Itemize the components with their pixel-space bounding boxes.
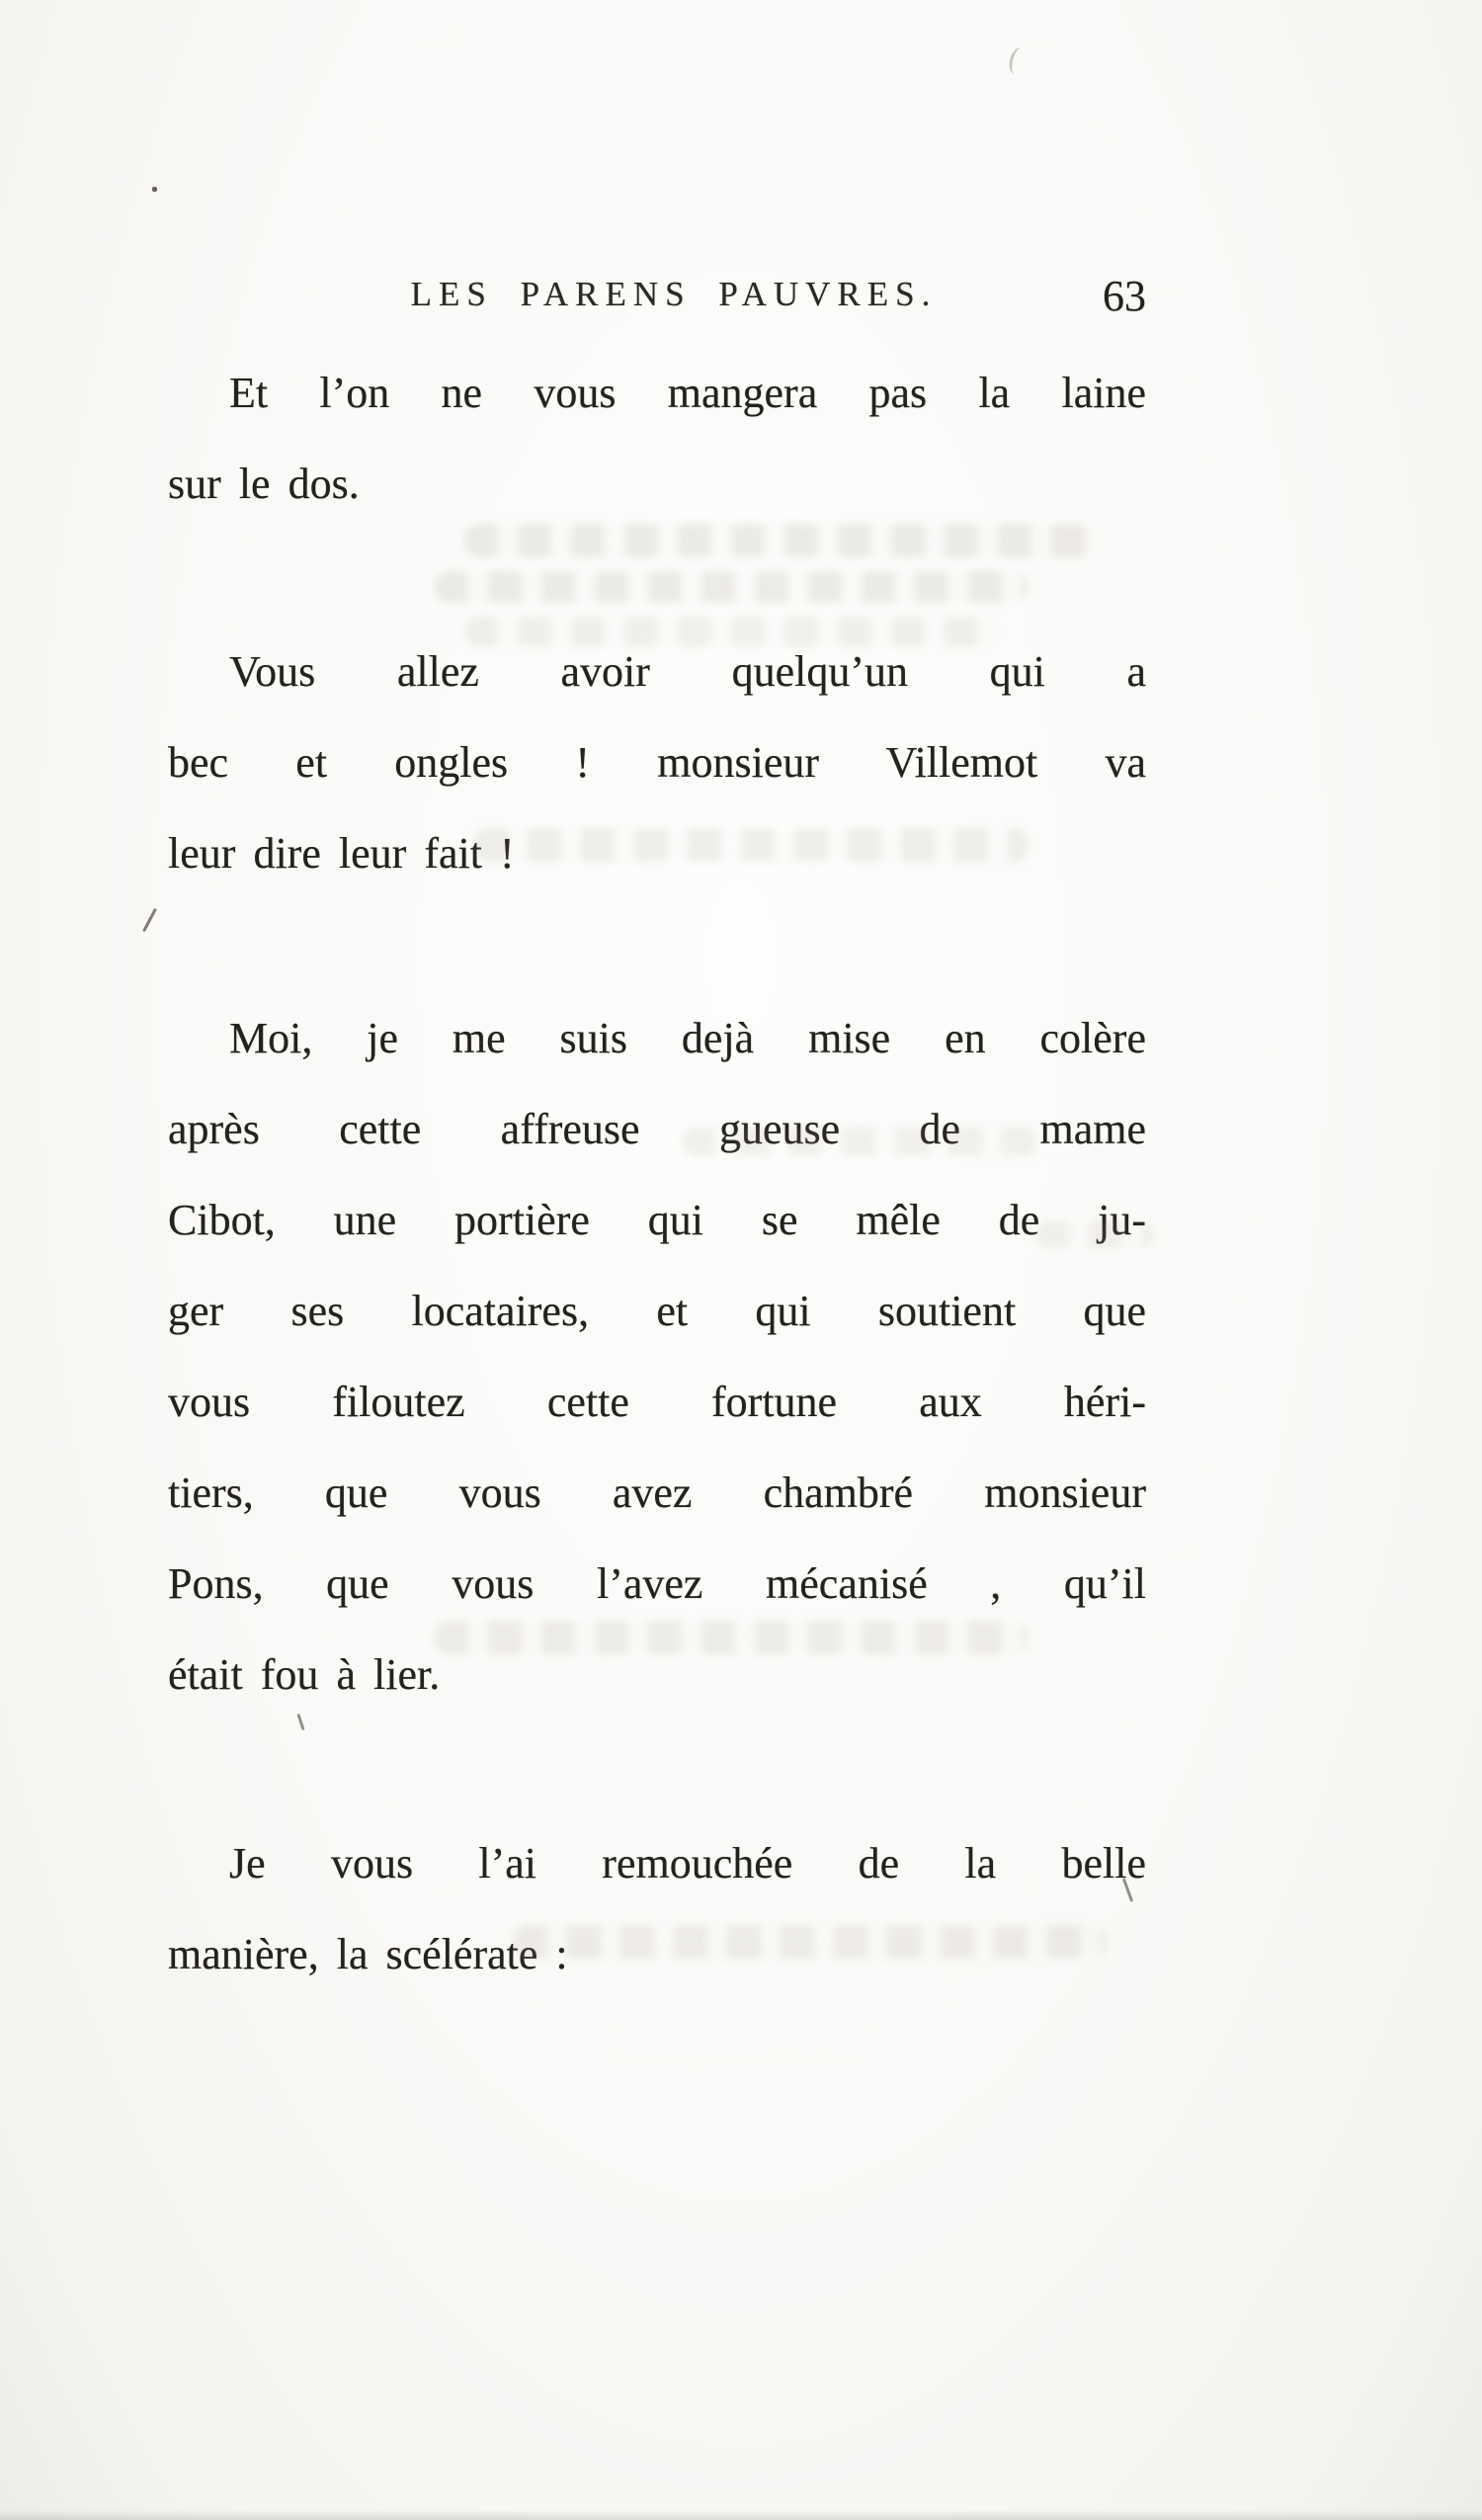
faint-curve-mark [1007, 45, 1029, 76]
text-line: ger ses locataires, et qui soutient que [168, 1287, 1146, 1335]
paragraph [168, 348, 1146, 530]
page-number: 63 [1103, 272, 1146, 320]
text-line: Cibot, une portière qui se mêle de ju- [168, 1196, 1146, 1244]
bleed-through-smudge [435, 1621, 1028, 1654]
text-line: leur dire leur fait ! [168, 829, 515, 878]
text-line: Pons, que vous l’avez mécanisé , qu’il [168, 1559, 1146, 1608]
bleed-through-smudge [474, 828, 1028, 862]
text-line: après cette affreuse gueuse de mame [168, 1105, 1146, 1153]
text-line: tiers, que vous avez chambré monsieur [168, 1469, 1146, 1517]
text-line: sur le dos. [168, 460, 360, 508]
text-line: vous filoutez cette fortune aux héri- [168, 1378, 1146, 1426]
text-line: était fou à lier. [168, 1650, 441, 1699]
bleed-through-smudge [435, 571, 1028, 603]
text-line: bec et ongles ! monsieur Villemot va [168, 738, 1146, 787]
page-edge-shadow [0, 2510, 1482, 2520]
paragraph [168, 993, 1146, 1721]
bleed-through-smudge [514, 1925, 1107, 1959]
paragraph [168, 1818, 1146, 2000]
bleed-through-smudge [464, 524, 1097, 557]
text-line: Et l’on ne vous mangera pas la laine [229, 369, 1146, 417]
bleed-through-smudge [682, 1127, 1037, 1156]
bleed-through-smudge [1035, 1220, 1154, 1248]
running-header-title: LES PARENS PAUVRES. [410, 275, 938, 313]
stray-pen-mark [142, 908, 157, 932]
running-header [168, 272, 1146, 330]
ink-speck [152, 187, 157, 192]
text-line: Vous allez avoir quelqu’un qui a [229, 647, 1146, 696]
bleed-through-smudge [464, 617, 998, 646]
text-line: Moi, je me suis dejà mise en colère [229, 1014, 1146, 1062]
text-line: manière, la scélérate : [168, 1930, 568, 1978]
text-line: Je vous l’ai remouchée de la belle [229, 1839, 1146, 1888]
